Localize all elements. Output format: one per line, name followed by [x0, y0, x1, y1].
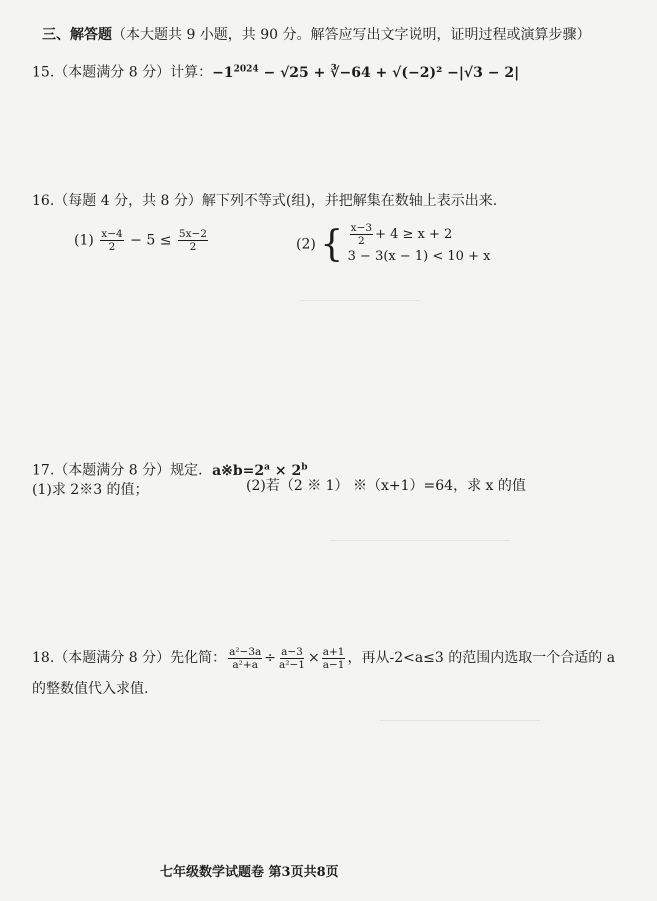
q15-expression: $-1^{2024} - √25$ + ∛−64 + √(−2)² −|√3 − 2|	[212, 64, 520, 81]
bleed-mark	[380, 720, 540, 721]
q18-line2: 的整数值代入求值.	[32, 681, 149, 697]
q17-definition: $a※b=2^a \times 2^b$	[212, 462, 308, 479]
question-meta: （本题满分 8 分）计算：	[54, 64, 213, 81]
section-title: 三、解答题	[42, 27, 112, 43]
brace: {	[320, 223, 344, 265]
fraction: $\frac{5x-2}{2}$	[178, 228, 207, 253]
part-label: (2)	[296, 236, 316, 253]
fraction: $\frac{a-3}{\text{a²−1}}$	[279, 645, 305, 671]
bleed-mark	[300, 300, 420, 301]
section-note: （本大题共 9 小题，共 90 分。解答应写出文字说明，证明过程或演算步骤）	[112, 27, 591, 43]
question-number: 15.	[32, 64, 55, 81]
question-15	[32, 60, 519, 82]
q17-part1: (1)求 2※3 的值；	[32, 482, 149, 498]
section-heading	[42, 26, 591, 44]
q16-part2	[296, 222, 490, 266]
q17-part2: (2)若（2 ※ 1） ※（x+1）=64，求 x 的值	[246, 478, 526, 494]
page-footer: 七年级数学试题卷 第3页共8页	[160, 865, 339, 880]
question-meta: （本题满分 8 分）规定．	[54, 462, 213, 479]
question-number: 18.	[32, 650, 55, 666]
part-label: (1)	[74, 232, 94, 249]
fraction: $\frac{\text{a²−3a}}{\text{a²+a}}$	[229, 645, 262, 671]
question-18: 18.（本题满分 8 分）先化简： $\frac{\text{a²−3a}}{\text{a²+a}}$ ÷ $\frac{a-3}{\text{a²−1}}$ × $\frac{a+1}{a-1}$ ，再从-2<a≤3 的范围内选取一个合适的 a	[32, 645, 616, 671]
question-meta: （每题 4 分，共 8 分）解下列不等式(组)，并把解集在数轴上表示出来.	[54, 193, 498, 209]
question-number: 16.	[32, 193, 55, 209]
fraction: $\frac{a+1}{a-1}$	[322, 645, 345, 671]
question-number: 17.	[32, 462, 55, 479]
q16-part1: (1) $\frac{x-4}{2}$ − 5 ≤ $\frac{5x-2}{2}$	[74, 228, 207, 253]
inequality-system: $\frac{x-3}{2}$ + 4 ≥ x + 2 3 − 3(x − 1) < 10 + x	[347, 222, 491, 264]
question-meta: （本题满分 8 分）先化简：	[54, 650, 227, 666]
bleed-mark	[330, 540, 510, 541]
fraction: $\frac{x-4}{2}$	[101, 228, 123, 253]
question-16	[32, 192, 497, 210]
